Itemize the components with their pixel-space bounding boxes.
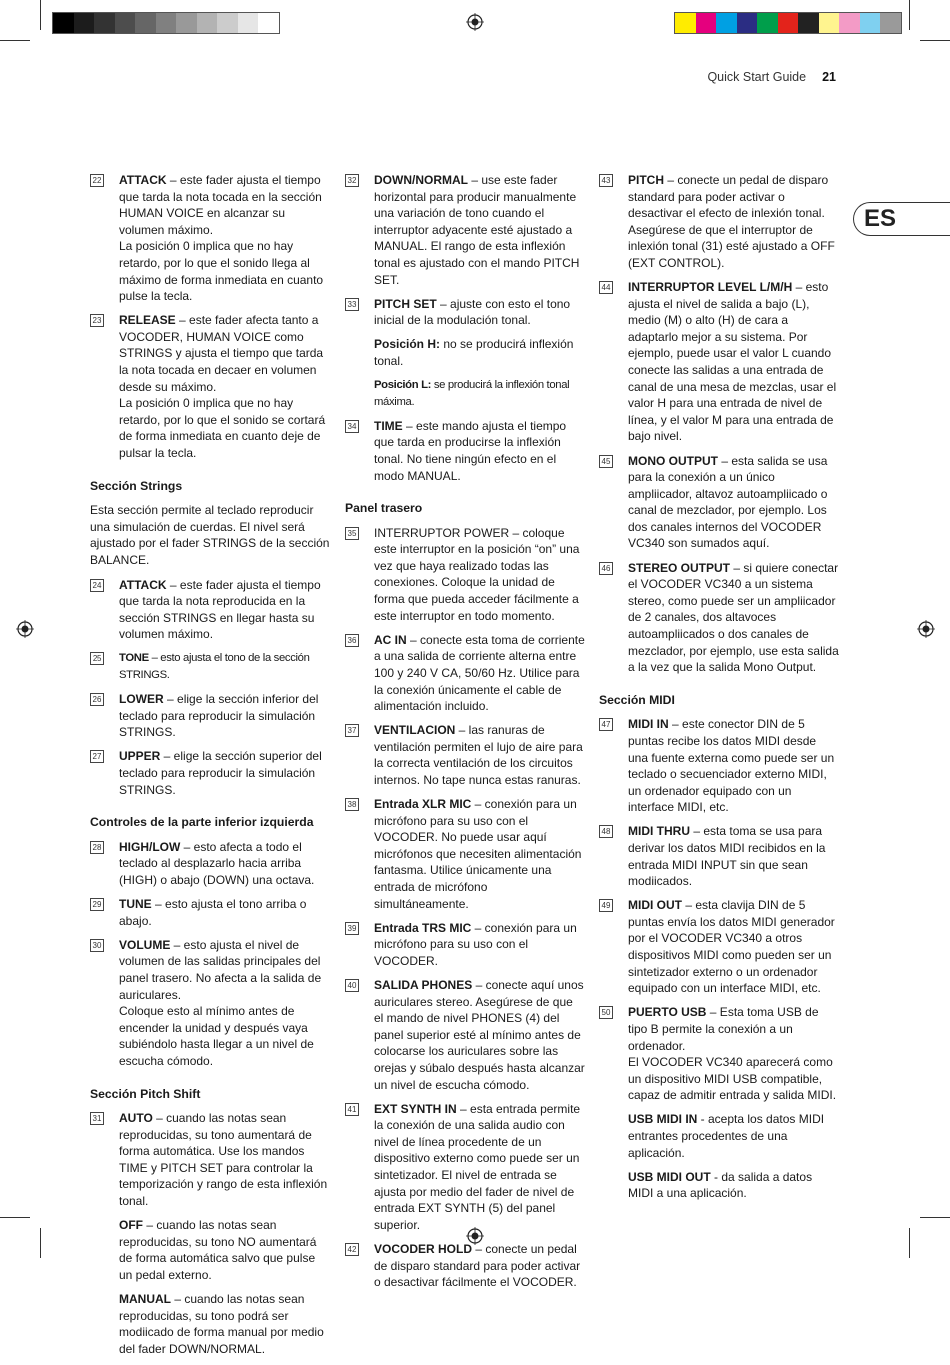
list-item bbox=[345, 796, 585, 912]
item-term: INTERRUPTOR LEVEL L/M/H bbox=[628, 280, 793, 295]
page-number: 21 bbox=[822, 70, 836, 84]
item-text: – cuando las notas sean reproducidas, su tono podrá ser modiicado de forma manual por medio del fader DOWN/NORMAL. bbox=[119, 1292, 324, 1356]
item-text: – esta entrada permite la conexión de una salida audio con nivel de línea procedente de un dispositivo externo como puede ser un sintetizador. El nivel de entrada se ajusta por medio del fader de nivel de entrada EXT SYNTH (5) del panel superior. bbox=[374, 1101, 581, 1232]
section-intro: Esta sección permite al teclado reproducir una simulación de cuerdas. El nivel será ajustado por el fader STRINGS de la sección BALANCE. bbox=[90, 503, 330, 567]
item-text: – Esta toma USB de tipo B permite la conexión a un ordenador. bbox=[628, 1005, 819, 1053]
list-item bbox=[90, 577, 330, 643]
item-term: TUNE bbox=[119, 897, 152, 912]
item-text: INTERRUPTOR POWER – coloque este interruptor en la posición “on” una vez que haya realizado todas las conexiones. Coloque la unidad de forma que pueda acceder fácilmente a este interruptor en todo momento. bbox=[374, 525, 580, 623]
item-term: SALIDA PHONES bbox=[374, 978, 473, 993]
list-item bbox=[90, 691, 330, 741]
item-term: Posición L: bbox=[374, 379, 432, 392]
item-term: STEREO OUTPUT bbox=[628, 560, 731, 575]
sub-item bbox=[345, 336, 585, 369]
grayscale-calibration-bar bbox=[52, 12, 280, 34]
color-swatch bbox=[716, 13, 737, 33]
item-number: 41 bbox=[345, 1103, 359, 1116]
item-number: 25 bbox=[90, 652, 104, 665]
item-number: 42 bbox=[345, 1243, 359, 1256]
color-swatch bbox=[156, 13, 177, 33]
item-term: MONO OUTPUT bbox=[628, 453, 718, 468]
item-number: 38 bbox=[345, 798, 359, 811]
item-term: MIDI OUT bbox=[628, 898, 682, 913]
item-term: MIDI THRU bbox=[628, 824, 690, 839]
color-calibration-bar bbox=[674, 12, 902, 34]
item-text: – conecte un pedal de disparo standard para poder activar o desactivar fácilmente el VOCODER. bbox=[374, 1241, 581, 1290]
item-text: – elige la sección inferior del teclado para reproducir la simulación STRINGS. bbox=[119, 692, 319, 740]
item-text: – esto ajusta el nivel de salida a bajo (L), medio (M) o alto (H) de cara a adaptarlo mejor a su sistema. Por ejemplo, puede usar el valor L cuando conecte las salidas a una entrada de canal de una mesa de mezclas, usar el valor H para una entrada de nivel de línea, y el valor M para una entrada de bajo nivel. bbox=[628, 280, 837, 444]
item-text: La posición 0 implica que no hay retardo, por lo que el sonido se cortará de forma inmediata en cuanto deje de pulsar la tecla. bbox=[119, 396, 326, 460]
color-swatch bbox=[798, 13, 819, 33]
column-middle bbox=[345, 172, 585, 1298]
item-term: PITCH SET bbox=[374, 296, 437, 311]
list-item bbox=[345, 977, 585, 1093]
item-term: PITCH bbox=[628, 173, 664, 187]
list-item bbox=[599, 453, 839, 553]
color-swatch bbox=[839, 13, 860, 33]
item-text: se producirá la inflexión tonal máxima. bbox=[374, 379, 570, 408]
list-item bbox=[90, 839, 330, 889]
list-item bbox=[345, 172, 585, 288]
guide-title: Quick Start Guide bbox=[707, 70, 807, 84]
color-swatch bbox=[880, 13, 901, 33]
item-text: – use este fader horizontal para producir manualmente una variación de tono cuando el interruptor adyacente esté ajustado a MANUAL. El rango de esta inflexión tonal es ajustado con el mando PITCH SET. bbox=[374, 173, 580, 287]
item-text: – este fader ajusta el tiempo que tarda la nota reproducida en la sección STRINGS en llegar hasta su volumen máximo. bbox=[119, 577, 321, 642]
item-text: – conexión para un micrófono para su uso con el VOCODER. bbox=[374, 920, 577, 968]
item-term: VOLUME bbox=[119, 937, 171, 952]
list-item bbox=[599, 716, 839, 816]
item-text: – conexión para un micrófono para su uso con el VOCODER. No puede usar aquí micrófonos que necesiten alimentación fantasma. Utilice únicamente una entrada de micrófono simultáneamente. bbox=[374, 797, 582, 911]
item-term: HIGH/LOW bbox=[119, 839, 181, 854]
crop-mark bbox=[40, 1228, 41, 1258]
item-number: 24 bbox=[90, 579, 104, 592]
item-number: 44 bbox=[599, 281, 613, 294]
item-number: 37 bbox=[345, 724, 359, 737]
item-term: RELEASE bbox=[119, 313, 176, 328]
item-number: 36 bbox=[345, 634, 359, 647]
language-tab: ES bbox=[853, 202, 950, 236]
item-text: no se producirá inflexión tonal. bbox=[374, 337, 574, 368]
color-swatch bbox=[94, 13, 115, 33]
item-number: 32 bbox=[345, 174, 359, 187]
item-text: Coloque esto al mínimo antes de encender la unidad y después vaya subiéndolo hasta llegar a un nivel de escucha cómodo. bbox=[119, 1004, 314, 1068]
item-text: – cuando las notas sean reproducidas, su tono NO aumentará de forma automática salvo que pulse un pedal externo. bbox=[119, 1218, 317, 1282]
item-number: 34 bbox=[345, 420, 359, 433]
column-right bbox=[599, 172, 839, 1209]
color-swatch bbox=[217, 13, 238, 33]
item-term: ATTACK bbox=[119, 577, 167, 592]
item-term: OFF bbox=[119, 1218, 143, 1233]
item-term: DOWN/NORMAL bbox=[374, 173, 468, 187]
crop-mark bbox=[40, 0, 41, 30]
item-number: 50 bbox=[599, 1006, 613, 1019]
item-number: 30 bbox=[90, 939, 104, 952]
item-text: – este fader afecta tanto a VOCODER, HUMAN VOICE como STRINGS y ajusta el tiempo que tarda la nota tocada en decaer en volumen desde su máximo. bbox=[119, 313, 324, 394]
color-swatch bbox=[197, 13, 218, 33]
item-number: 31 bbox=[90, 1112, 104, 1125]
color-swatch bbox=[53, 13, 74, 33]
item-number: 48 bbox=[599, 825, 613, 838]
section-heading: Panel trasero bbox=[345, 501, 423, 516]
color-swatch bbox=[819, 13, 840, 33]
list-item bbox=[599, 172, 839, 272]
registration-mark-icon bbox=[917, 620, 935, 638]
item-term: TIME bbox=[374, 418, 403, 433]
list-item bbox=[345, 632, 585, 715]
item-text: – ajuste con esto el tono inicial de la modulación tonal. bbox=[374, 296, 571, 328]
list-item bbox=[599, 279, 839, 445]
list-item bbox=[599, 560, 839, 676]
item-number: 45 bbox=[599, 455, 613, 468]
color-swatch bbox=[737, 13, 758, 33]
item-number: 29 bbox=[90, 898, 104, 911]
item-term: VOCODER HOLD bbox=[374, 1241, 473, 1256]
sub-item bbox=[90, 1291, 330, 1357]
item-term: EXT SYNTH IN bbox=[374, 1101, 457, 1116]
color-swatch bbox=[757, 13, 778, 33]
item-text: - acepta los datos MIDI entrantes procedentes de una aplicación. bbox=[628, 1112, 825, 1160]
section-heading: Sección Strings bbox=[90, 478, 183, 493]
list-item bbox=[599, 823, 839, 889]
item-text: - da salida a datos MIDI a una aplicación. bbox=[628, 1169, 813, 1201]
list-item bbox=[345, 722, 585, 788]
color-swatch bbox=[696, 13, 717, 33]
list-item bbox=[345, 1101, 585, 1234]
item-number: 26 bbox=[90, 693, 104, 706]
item-text: – elige la sección superior del teclado para reproducir la simulación STRINGS. bbox=[119, 749, 322, 797]
item-number: 49 bbox=[599, 899, 613, 912]
section-heading: Sección Pitch Shift bbox=[90, 1086, 201, 1101]
item-term: ATTACK bbox=[119, 173, 167, 187]
crop-mark bbox=[909, 0, 910, 30]
item-term: Entrada XLR MIC bbox=[374, 797, 472, 812]
sub-item bbox=[599, 1169, 839, 1202]
item-term: PUERTO USB bbox=[628, 1005, 707, 1020]
sub-item bbox=[599, 1111, 839, 1161]
item-text: – esta clavija DIN de 5 puntas envía los datos MIDI generador por el VOCODER VC340 a otros dispositivos MIDI como pueden ser un sintetizador externo o un ordenador equipado con un interface MIDI, etc. bbox=[628, 898, 835, 996]
item-term: UPPER bbox=[119, 749, 161, 764]
item-term: AUTO bbox=[119, 1111, 153, 1126]
item-text: – este conector DIN de 5 puntas recibe los datos MIDI desde una fuente externa como puede ser un teclado o secuenciador externo MIDI, un ordenador equipado con un interface MIDI, etc. bbox=[628, 717, 835, 815]
item-number: 28 bbox=[90, 841, 104, 854]
list-item bbox=[90, 896, 330, 929]
item-term: USB MIDI IN bbox=[628, 1112, 698, 1127]
section-heading: Controles de la parte inferior izquierda bbox=[90, 815, 314, 830]
item-term: MANUAL bbox=[119, 1292, 171, 1307]
list-item bbox=[345, 418, 585, 484]
item-number: 27 bbox=[90, 750, 104, 763]
color-swatch bbox=[258, 13, 279, 33]
item-text: – esto ajusta el nivel de volumen de las salidas principales del panel trasero. No afecta a la salida de auriculares. bbox=[119, 937, 322, 1002]
color-swatch bbox=[238, 13, 259, 33]
column-left bbox=[90, 172, 330, 1365]
item-term: MIDI IN bbox=[628, 717, 669, 732]
item-term: Posición H: bbox=[374, 337, 441, 352]
item-number: 22 bbox=[90, 174, 104, 187]
item-text: – esto ajusta el tono de la sección STRINGS. bbox=[119, 652, 310, 682]
item-text: – conecte aquí unos auriculares stereo. Asegúrese de que el mando de nivel PHONES (4) del panel superior esté al mínimo antes de colocarse los auriculares sobre las orejas y súbalo después hasta alcanzar un nivel de escucha cómodo. bbox=[374, 978, 585, 1092]
item-text: – cuando las notas sean reproducidas, su tono aumentará de forma automática. Use los mandos TIME y PITCH SET para controlar la temporización y rango de esta inflexión tonal. bbox=[119, 1111, 328, 1209]
list-item bbox=[90, 748, 330, 798]
color-swatch bbox=[135, 13, 156, 33]
list-item bbox=[345, 1241, 585, 1291]
item-text: – conecte esta toma de corriente a una salida de corriente alterna entre 100 y 240 V CA, 50/60 Hz. Utilice para la conexión únicamente el cable de alimentación incluido. bbox=[374, 632, 585, 714]
crop-mark bbox=[909, 1228, 910, 1258]
color-swatch bbox=[778, 13, 799, 33]
list-item bbox=[345, 296, 585, 329]
item-number: 47 bbox=[599, 718, 613, 731]
item-text: – conecte un pedal de disparo standard para poder activar o desactivar el efecto de inlexión tonal. Asegúrese de que el interruptor de inlexión tonal (31) esté ajustado a OFF (EXT CONTROL). bbox=[628, 173, 835, 270]
item-text: La posición 0 implica que no hay retardo, por lo que el sonido llega al máximo de forma inmediata en cuanto pulse la tecla. bbox=[119, 239, 324, 304]
item-number: 40 bbox=[345, 979, 359, 992]
crop-mark bbox=[920, 40, 950, 41]
item-text: – esto afecta a todo el teclado al desplazarlo hacia arriba (HIGH) o abajo (DOWN) una octava. bbox=[119, 839, 315, 887]
sub-item bbox=[90, 1217, 330, 1283]
list-item bbox=[90, 312, 330, 461]
running-header bbox=[707, 70, 836, 84]
sub-item bbox=[345, 377, 585, 410]
list-item bbox=[90, 172, 330, 305]
item-text: – este fader ajusta el tiempo que tarda la nota tocada en la sección HUMAN VOICE en alcanzar su volumen máximo. bbox=[119, 173, 322, 237]
item-text: – las ranuras de ventilación permiten el lujo de aire para la correcta ventilación de los circuitos internos. No tape nunca estas ranuras. bbox=[374, 723, 583, 787]
item-number: 43 bbox=[599, 174, 613, 187]
color-swatch bbox=[675, 13, 696, 33]
item-term: TONE bbox=[119, 652, 149, 665]
list-item bbox=[90, 1110, 330, 1210]
color-swatch bbox=[74, 13, 95, 33]
item-term: LOWER bbox=[119, 692, 164, 707]
item-text: – este mando ajusta el tiempo que tarda en producirse la inflexión tonal. No tiene ningún efecto en el modo MANUAL. bbox=[374, 418, 567, 483]
item-number: 33 bbox=[345, 298, 359, 311]
list-item bbox=[599, 897, 839, 997]
item-term: USB MIDI OUT bbox=[628, 1169, 711, 1184]
item-number: 46 bbox=[599, 562, 613, 575]
item-text: El VOCODER VC340 aparecerá como un dispositivo MIDI USB compatible, capaz de admitir entrada y salida MIDI. bbox=[628, 1055, 837, 1103]
section-heading: Sección MIDI bbox=[599, 692, 675, 707]
list-item bbox=[90, 937, 330, 1070]
item-term: VENTILACION bbox=[374, 723, 456, 738]
crop-mark bbox=[0, 40, 30, 41]
list-item bbox=[599, 1004, 839, 1104]
item-term: Entrada TRS MIC bbox=[374, 920, 472, 935]
list-item bbox=[345, 525, 585, 625]
list-item bbox=[90, 650, 330, 683]
item-number: 39 bbox=[345, 922, 359, 935]
item-text: – esta salida se usa para la conexión a un único ampliicador, altavoz autoampliicado o canal de mezclador, por ejemplo. Los dos canales internos del VOCODER VC340 son sumados aquí. bbox=[628, 453, 828, 551]
item-term: AC IN bbox=[374, 632, 407, 647]
color-swatch bbox=[860, 13, 881, 33]
item-text: – si quiere conectar el VOCODER VC340 a un sistema stereo, como puede ser un ampliicador de 2 canales, dos altavoces autoampliicados o dos canales de mezclador, por ejemplo, use esta salida a la vez que la salida Mono Output. bbox=[628, 560, 839, 675]
crop-mark bbox=[920, 1217, 950, 1218]
registration-mark-icon bbox=[16, 620, 34, 638]
item-number: 23 bbox=[90, 314, 104, 327]
registration-mark-icon bbox=[466, 13, 484, 31]
color-swatch bbox=[176, 13, 197, 33]
item-number: 35 bbox=[345, 527, 359, 540]
color-swatch bbox=[115, 13, 136, 33]
item-text: – esto ajusta el tono arriba o abajo. bbox=[119, 897, 307, 928]
list-item bbox=[345, 920, 585, 970]
item-text: – esta toma se usa para derivar los datos MIDI recibidos en la entrada MIDI INPUT sin que sean modiicados. bbox=[628, 824, 826, 889]
crop-mark bbox=[0, 1217, 30, 1218]
